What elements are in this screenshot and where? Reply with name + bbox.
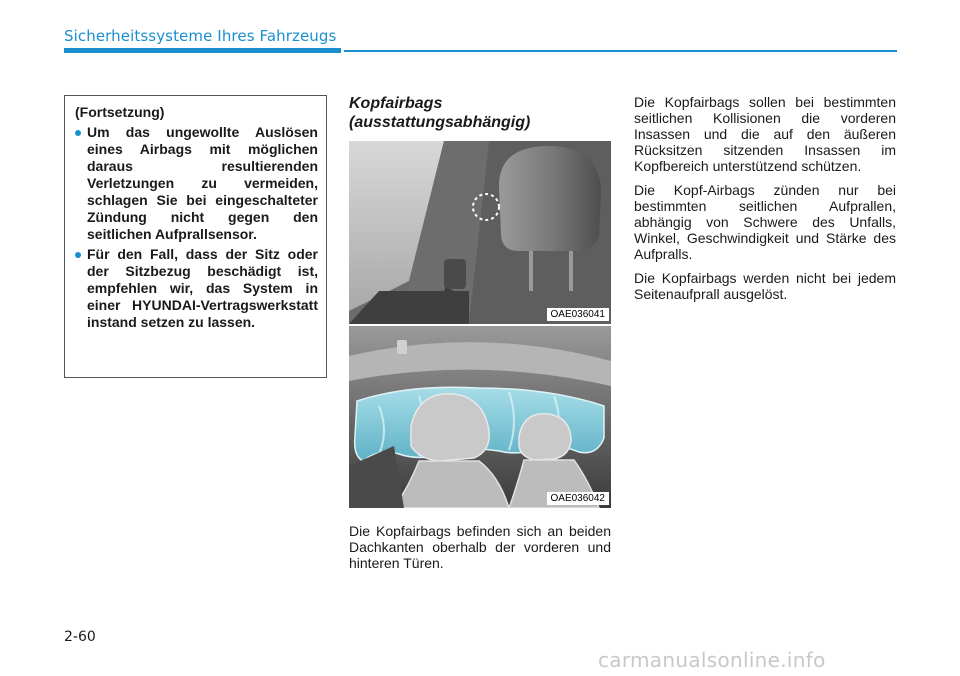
caution-item (75, 246, 318, 331)
watermark: carmanualsonline.info (598, 648, 826, 672)
page-number: 2-60 (64, 629, 96, 645)
header-accent-bar (64, 48, 341, 53)
caution-box (64, 95, 327, 378)
figure-caption: Die Kopfairbags befinden sich an beiden Dachkanten oberhalb der vorderen und hinteren Türen. (349, 523, 611, 571)
figure-code-label: OAE036042 (547, 492, 610, 505)
header-rule (344, 50, 897, 52)
right-column-text (634, 94, 896, 310)
paragraph: Die Kopfairbags werden nicht bei jedem Seitenaufprall ausgelöst. (634, 270, 896, 302)
figure-airbag-location (349, 141, 611, 324)
continuation-label: (Fortsetzung) (75, 104, 165, 120)
airbag-location-illustration (349, 141, 611, 324)
section-title: Kopfairbags (ausstattungsabhängig) (349, 95, 531, 131)
paragraph: Die Kopf-Airbags zünden nur bei bestimmten seitlichen Aufprallen, abhängig von Schwere des Unfalls, Winkel, Geschwindigkeit und Stärke des Aufpralls. (634, 182, 896, 262)
bullet-icon (75, 130, 81, 136)
paragraph: Die Kopfairbags sollen bei bestimmten seitlichen Kollisionen die vorderen Insassen und die auf den äußeren Rücksitzen sitzenden Insassen im Kopfbereich unterstützend schützen. (634, 94, 896, 174)
airbag-deployed-illustration (349, 326, 611, 508)
figure-airbag-deployed (349, 326, 611, 508)
caution-item-text: Für den Fall, dass der Sitz oder der Sitzbezug beschädigt ist, empfehlen wir, das System in einer HYUNDAI-Vertragswerkstatt instand setzen zu lassen. (87, 246, 318, 330)
section-header-title: Sicherheitssysteme Ihres Fahrzeugs (64, 27, 337, 45)
caution-item-text: Um das ungewollte Auslösen eines Airbags mit möglichen daraus resultierenden Verletzungen zu vermeiden, schlagen Sie bei eingeschalteter Zündung nicht gegen den seitlichen Aufprallsensor. (87, 124, 318, 242)
caution-list (75, 124, 318, 331)
bullet-icon (75, 252, 81, 258)
caution-item (75, 124, 318, 243)
figure-code-label: OAE036041 (547, 308, 610, 321)
